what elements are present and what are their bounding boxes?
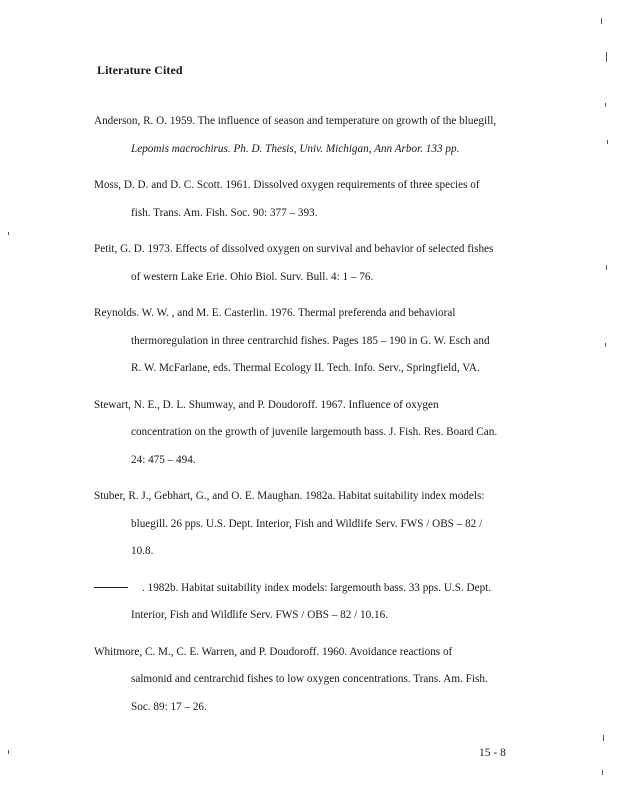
reference-line: 10.8. bbox=[131, 545, 154, 557]
scan-speck bbox=[606, 265, 607, 270]
section-heading: Literature Cited bbox=[97, 63, 183, 77]
reference-line: bluegill. 26 pps. U.S. Dept. Interior, Fish and Wildlife Serv. FWS / OBS – 82 / bbox=[131, 517, 483, 530]
reference-stuber-1982a bbox=[94, 483, 534, 566]
scan-speck bbox=[605, 103, 606, 107]
reference-anderson-1959 bbox=[94, 108, 534, 163]
reference-line: Soc. 89: 17 – 26. bbox=[131, 700, 207, 713]
scan-speck bbox=[601, 18, 602, 24]
reference-line: Stewart, N. E., D. L. Shumway, and P. Doudoroff. 1967. Influence of oxygen bbox=[94, 398, 439, 411]
reference-line: of western Lake Erie. Ohio Biol. Surv. Bull. 4: 1 – 76. bbox=[131, 270, 374, 283]
reference-moss-1961 bbox=[94, 172, 534, 227]
scan-speck bbox=[8, 232, 9, 235]
repeated-author-dash bbox=[94, 587, 128, 588]
reference-line: Anderson, R. O. 1959. The influence of season and temperature on growth of the bluegill, bbox=[94, 115, 497, 127]
reference-line: 24: 475 – 494. bbox=[131, 453, 196, 466]
reference-list bbox=[94, 108, 534, 730]
reference-whitmore-1960 bbox=[94, 639, 534, 722]
reference-line: R. W. McFarlane, eds. Thermal Ecology II. Tech. Info. Serv., Springfield, VA. bbox=[131, 362, 480, 374]
reference-line: thermoregulation in three centrarchid fishes. Pages 185 – 190 in G. W. Esch and bbox=[131, 334, 490, 347]
reference-reynolds-1976 bbox=[94, 300, 534, 383]
scan-speck bbox=[606, 52, 607, 62]
reference-line: Whitmore, C. M., C. E. Warren, and P. Doudoroff. 1960. Avoidance reactions of bbox=[94, 645, 453, 658]
reference-stewart-1967 bbox=[94, 392, 534, 475]
reference-line: Lepomis macrochirus. Ph. D. Thesis, Univ. Michigan, Ann Arbor. 133 pp. bbox=[131, 142, 460, 155]
reference-line: Stuber, R. J., Gebhart, G., and O. E. Maughan. 1982a. Habitat suitability index models: bbox=[94, 490, 485, 502]
reference-line: Interior, Fish and Wildlife Serv. FWS / OBS – 82 / 10.16. bbox=[131, 609, 389, 621]
scan-speck bbox=[8, 750, 9, 754]
reference-line: concentration on the growth of juvenile largemouth bass. J. Fish. Res. Board Can. bbox=[131, 426, 498, 438]
reference-line: salmonid and centrarchid fishes to low oxygen concentrations. Trans. Am. Fish. bbox=[131, 673, 488, 685]
reference-line-first bbox=[94, 575, 534, 603]
reference-stuber-1982b bbox=[94, 575, 534, 630]
scan-speck bbox=[602, 770, 603, 775]
page-number: 15 - 8 bbox=[479, 747, 506, 759]
reference-line: . 1982b. Habitat suitability index models: largemouth bass. 33 pps. U.S. Dept. bbox=[142, 581, 492, 594]
scan-speck bbox=[603, 735, 604, 741]
reference-petit-1973 bbox=[94, 236, 534, 291]
reference-line: fish. Trans. Am. Fish. Soc. 90: 377 – 393. bbox=[131, 206, 318, 219]
reference-line: Moss, D. D. and D. C. Scott. 1961. Dissolved oxygen requirements of three species of bbox=[94, 179, 480, 191]
scan-speck bbox=[605, 343, 606, 347]
reference-line: Reynolds. W. W. , and M. E. Casterlin. 1976. Thermal preferenda and behavioral bbox=[94, 307, 456, 319]
scan-speck bbox=[607, 140, 608, 144]
reference-line: Petit, G. D. 1973. Effects of dissolved oxygen on survival and behavior of selected fishes bbox=[94, 243, 494, 255]
